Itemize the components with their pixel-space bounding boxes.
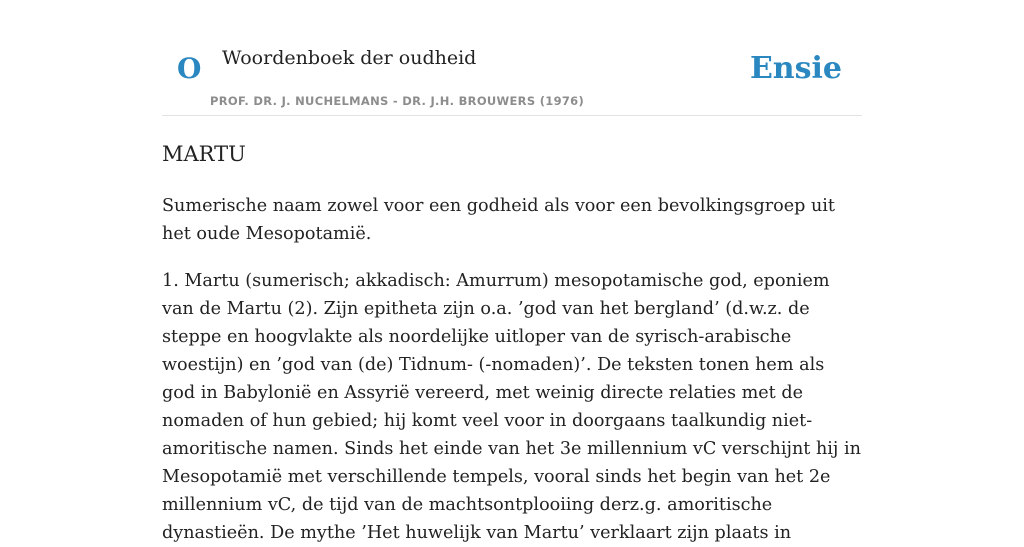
entry-paragraph-intro: Sumerische naam zowel voor een godheid als voor een bevolkingsgroep uit het oude Mesopotamië. [162,196,836,244]
authors-line: PROF. DR. J. NUCHELMANS - DR. J.H. BROUWERS (1976) [210,94,585,108]
dictionary-logo-letter[interactable]: O [177,52,202,85]
document-page [162,0,862,543]
book-title-link[interactable]: Woordenboek der oudheid [222,47,477,69]
ensie-logo-link[interactable]: Ensie [749,51,842,86]
entry-paragraph-definition-1: 1. Martu (sumerisch; akkadisch: Amurrum) mesopotamische god, eponiem van de Martu (2). Zijn epitheta zijn o.a. ’god van het bergland’ (d.w.z. de steppe en hoogvlakte als noordelijke uitloper van de syrisch-arabische woestijn) en ’god van (de) Tidnum- (-nomaden)’. De teksten tonen hem als god in Babylonië en Assyrië vereerd, met weinig directe relaties met de nomaden of hun gebied; hij komt veel voor in doorgaans taalkundig niet-amoritische namen. Sinds het einde van het 3e millennium vC verschijnt hij in Mesopotamië met verschillende tempels, vooral sinds het begin van het 2e millennium vC, de tijd van de machtsontplooiing derz.g. amoritische dynastieën. De mythe ’Het huwelijk van Martu’ verklaart zijn plaats in [162,271,861,543]
entry-title: MARTU [162,142,246,166]
page-header [162,0,862,116]
